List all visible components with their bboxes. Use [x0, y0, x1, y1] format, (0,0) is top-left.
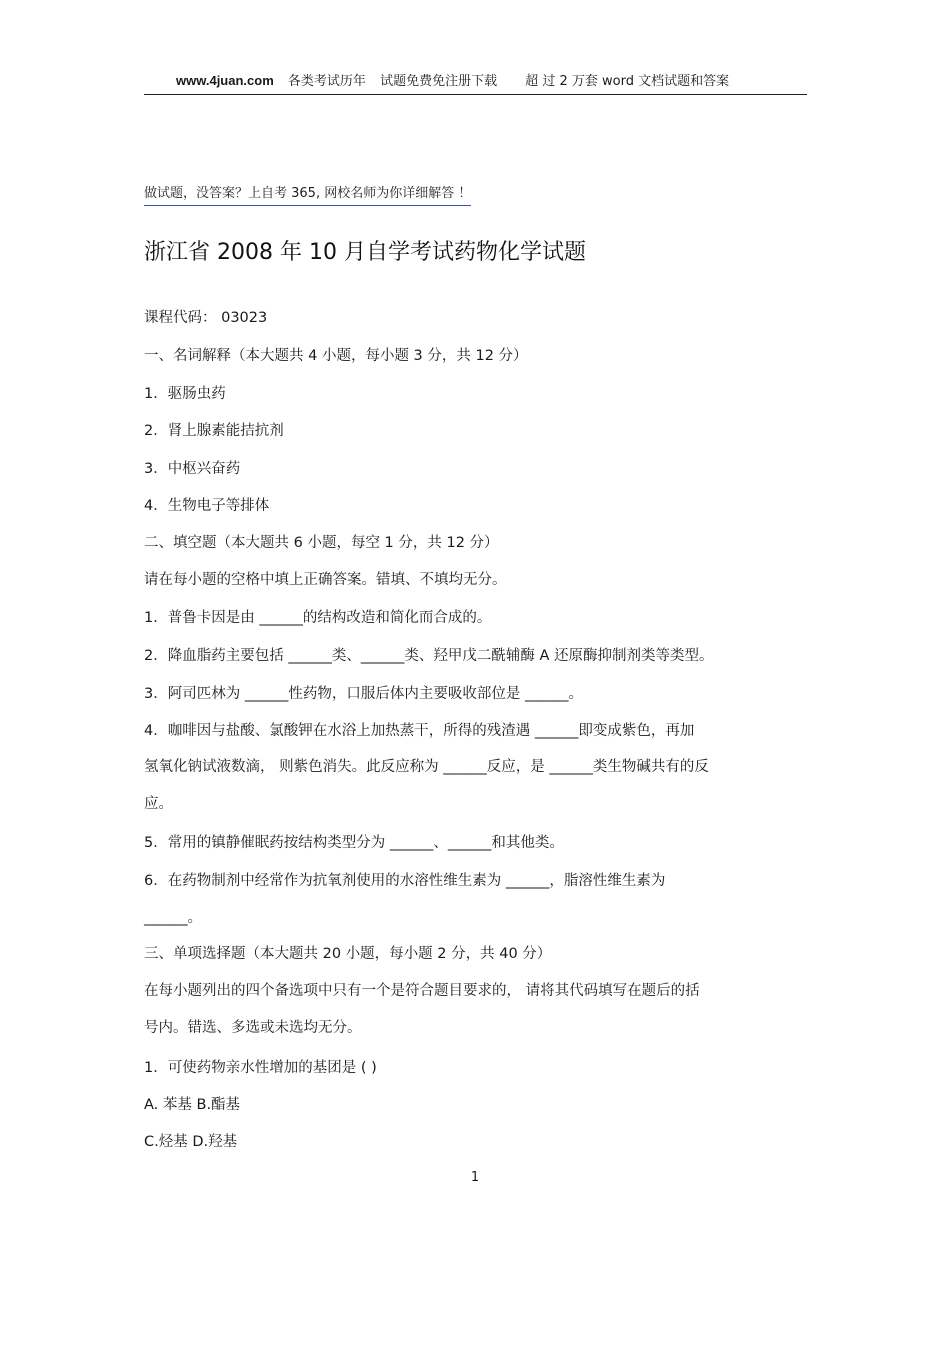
header-text-1: 各类考试历年 — [287, 74, 366, 89]
section1-item-1: 1．驱肠虫药 — [144, 386, 226, 402]
page-header — [144, 72, 807, 95]
header-text-3: 超 过 2 万套 word 文档试题和答案 — [525, 74, 730, 89]
section3-q1-options-cd: C.烃基 D.羟基 — [144, 1134, 238, 1150]
section2-q4-line1: 4．咖啡因与盐酸、氯酸钾在水浴上加热蒸干，所得的残渣遇 ______即变成紫色，再加 — [144, 723, 695, 739]
section1-item-2: 2．肾上腺素能拮抗剂 — [144, 423, 284, 439]
header-site[interactable]: www.4juan.com — [176, 73, 274, 88]
section1-heading: 一、名词解释（本大题共 4 小题，每小题 3 分，共 12 分） — [144, 348, 528, 364]
section3-instruction-line2: 号内。错选、多选或未选均无分。 — [144, 1020, 362, 1036]
section2-q3: 3．阿司匹林为 ______性药物，口服后体内主要吸收部位是 ______。 — [144, 686, 583, 702]
section3-instruction-line1: 在每小题列出的四个备选项中只有一个是符合题目要求的， 请将其代码填写在题后的括 — [144, 983, 700, 999]
section2-q4-line3: 应。 — [144, 796, 173, 812]
section2-q5: 5．常用的镇静催眠药按结构类型分为 ______、______和其他类。 — [144, 835, 564, 851]
section3-heading: 三、单项选择题（本大题共 20 小题，每小题 2 分，共 40 分） — [144, 946, 552, 962]
section2-q6-line2: ______。 — [144, 910, 202, 926]
page-number: 1 — [470, 1170, 480, 1185]
section3-q1: 1．可使药物亲水性增加的基团是 ( ) — [144, 1060, 377, 1076]
section2-q4-line2: 氢氧化钠试液数滴， 则紫色消失。此反应称为 ______反应，是 ______类生物碱共有的反 — [144, 759, 709, 775]
section2-instruction: 请在每小题的空格中填上正确答案。错填、不填均无分。 — [144, 572, 507, 588]
section2-q1: 1．普鲁卡因是由 ______的结构改造和简化而合成的。 — [144, 610, 492, 626]
section2-q2: 2．降血脂药主要包括 ______类、______类、羟甲戊二酰辅酶 A 还原酶抑制剂类等类型。 — [144, 648, 714, 664]
page-title: 浙江省 2008 年 10 月自学考试药物化学试题 — [144, 240, 586, 265]
section2-q6-line1: 6．在药物制剂中经常作为抗氧剂使用的水溶性维生素为 ______，脂溶性维生素为 — [144, 873, 666, 889]
section1-item-3: 3．中枢兴奋药 — [144, 461, 241, 477]
section1-item-4: 4．生物电子等排体 — [144, 498, 270, 514]
section3-q1-options-ab: A. 苯基 B.酯基 — [144, 1097, 241, 1113]
section2-heading: 二、填空题（本大题共 6 小题，每空 1 分，共 12 分） — [144, 535, 499, 551]
header-text-2: 试题免费免注册下载 — [380, 74, 498, 89]
course-code: 课程代码： 03023 — [144, 310, 268, 326]
ad-link[interactable]: 做试题，没答案？上自考 365, 网校名师为你详细解答 ！ — [144, 185, 471, 206]
